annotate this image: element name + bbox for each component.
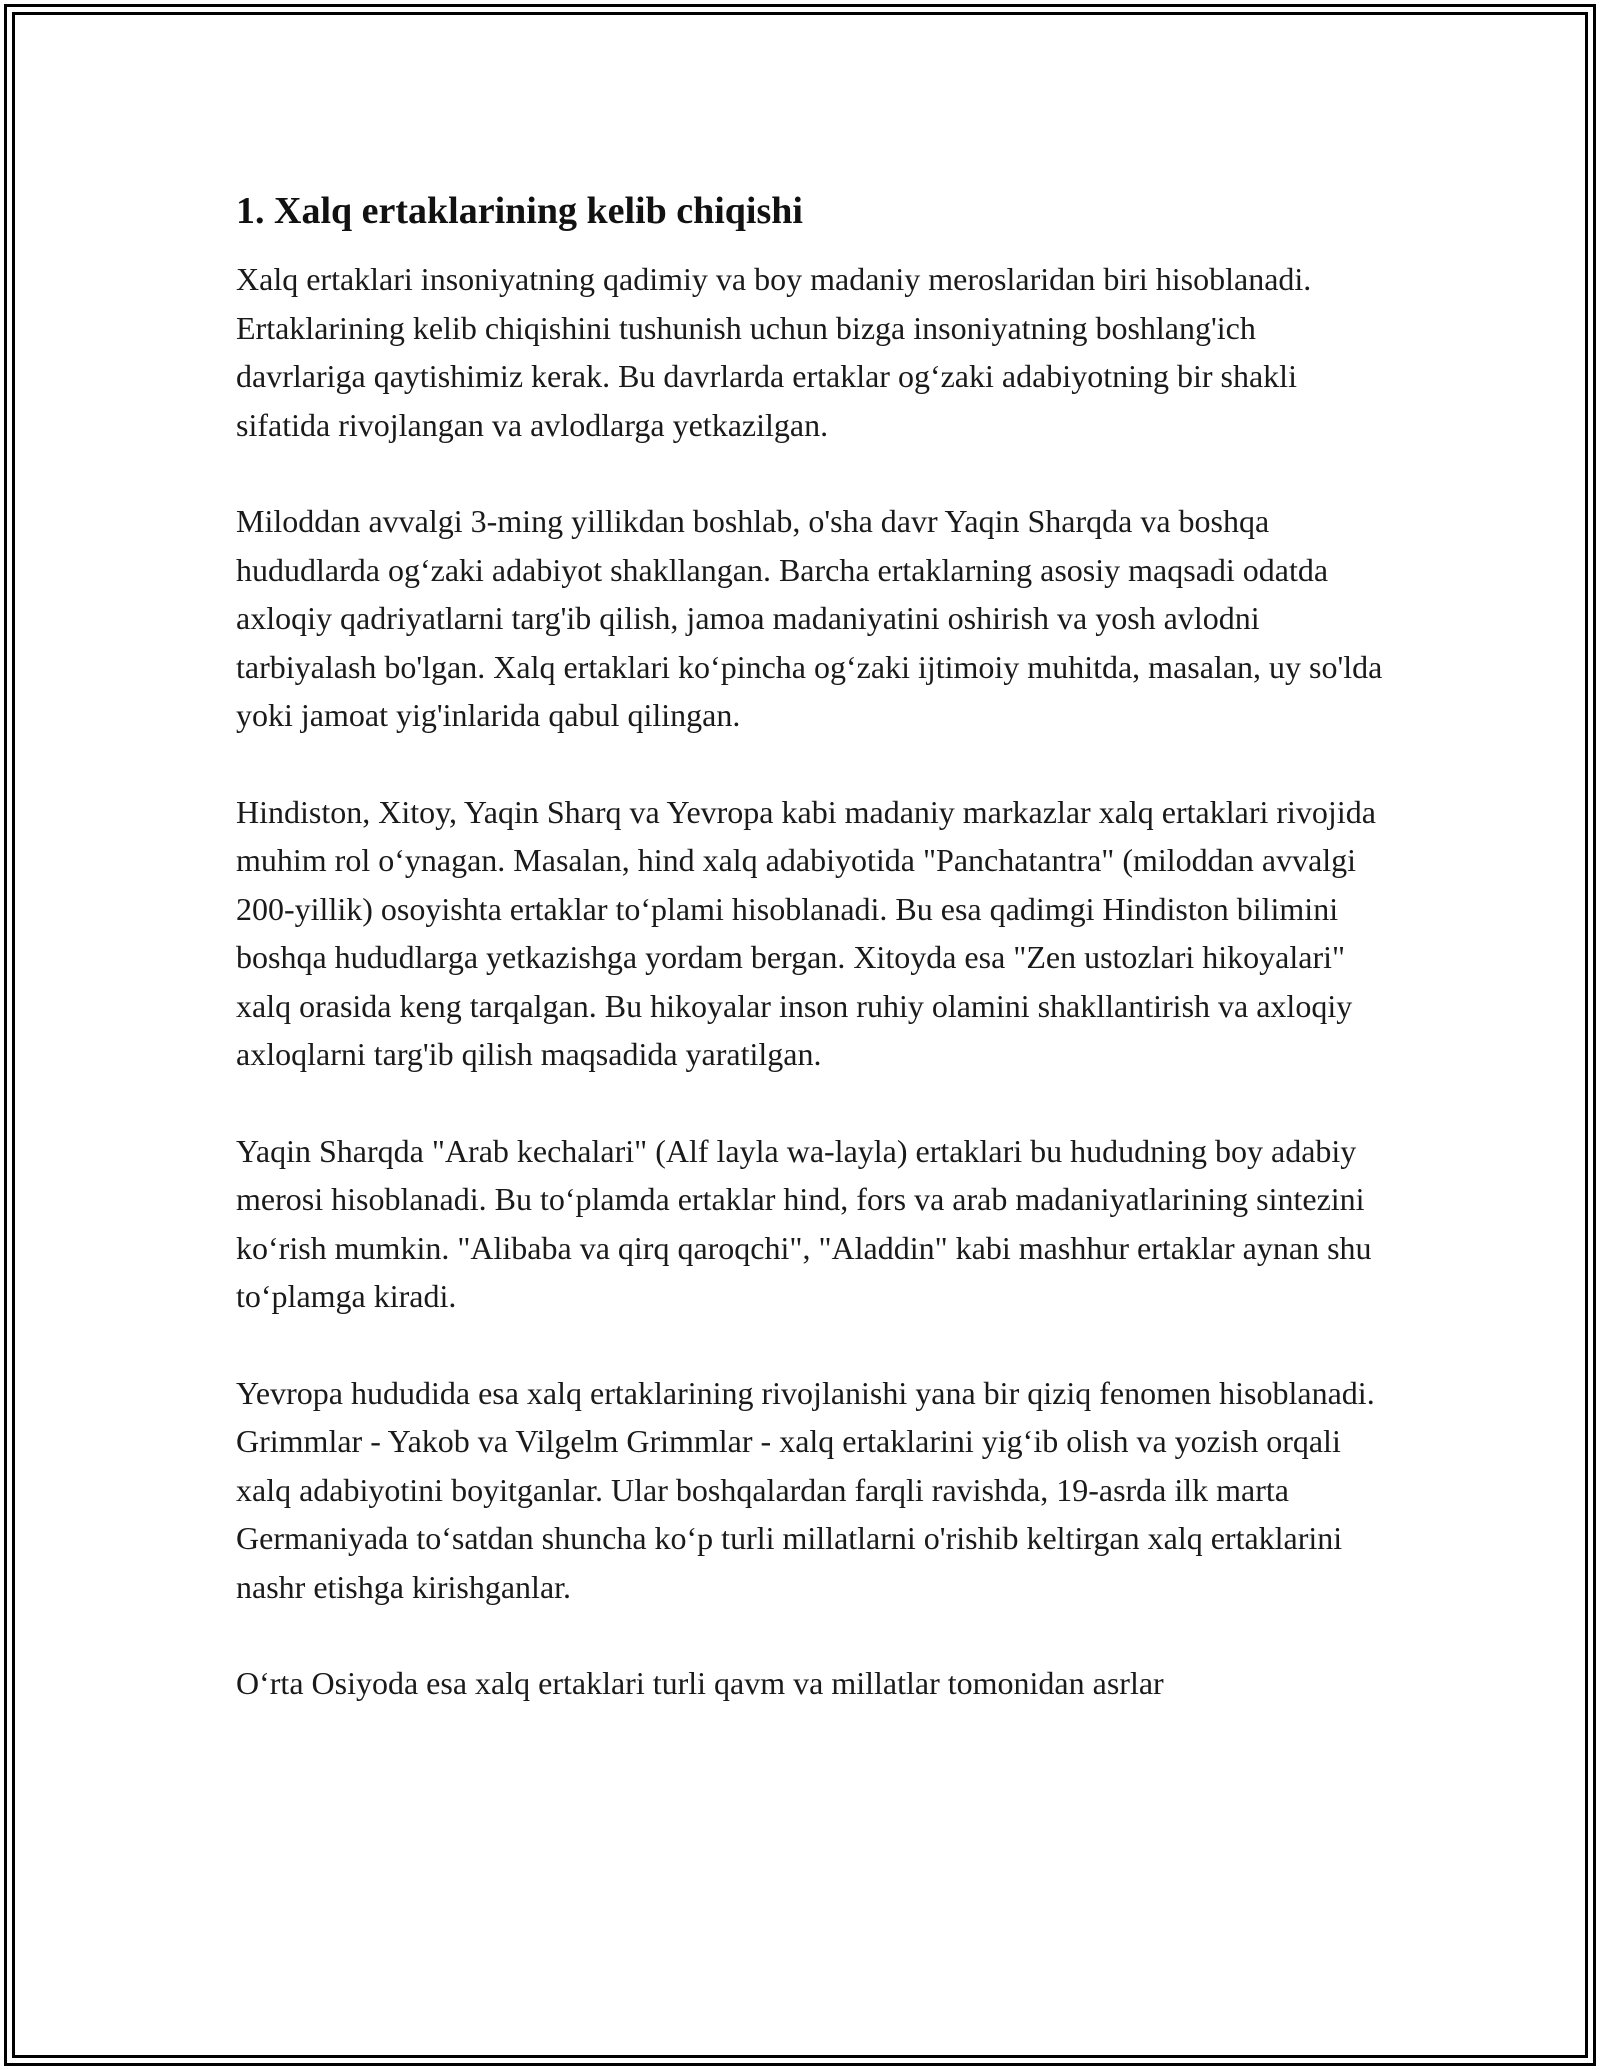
paragraph-europe-grimm: Yevropa hududida esa xalq ertaklarining rivojlanishi yana bir qiziq fenomen hisoblanadi. Grimmlar - Yakob va Vilgelm Grimmlar - xalq ertaklarini yig‘ib olish va yozish orqali xalq adabiyotini boyitganlar. Ular boshqalardan farqli ravishda, 19-asrda ilk marta Germaniyada to‘satdan shuncha ko‘p turli millatlarni o'rishib keltirgan xalq ertaklarini nashr etishga kirishganlar.	[236, 1374, 1375, 1605]
document-body	[236, 185, 1386, 1756]
paragraph-cultural-centers: Hindiston, Xitoy, Yaqin Sharq va Yevropa kabi madaniy markazlar xalq ertaklari rivojida muhim rol o‘ynagan. Masalan, hind xalq adabiyotida "Panchatantra" (miloddan avvalgi 200-yillik) osoyishta ertaklar to‘plami hisoblanadi. Bu esa qadimgi Hindiston bilimini boshqa hududlarga yetkazishga yordam bergan. Xitoyda esa "Zen ustozlari hikoyalari" xalq orasida keng tarqalgan. Bu hikoyalar inson ruhiy olamini shakllantirish va axloqiy axloqlarni targ'ib qilish maqsadida yaratilgan.	[236, 793, 1376, 1072]
paragraph-origins-intro: Xalq ertaklari insoniyatning qadimiy va boy madaniy meroslaridan biri hisoblanadi. Ertaklarining kelib chiqishini tushunish uchun bizga insoniyatning boshlang'ich davrlariga qaytishimiz kerak. Bu davrlarda ertaklar og‘zaki adabiyotning bir shakli sifatida rivojlangan va avlodlarga yetkazilgan.	[236, 261, 1312, 443]
paragraph-arabian-nights: Yaqin Sharqda "Arab kechalari" (Alf layla wa-layla) ertaklari bu hududning boy adabiy merosi hisoblanadi. Bu to‘plamda ertaklar hind, fors va arab madaniyatlarining sintezini ko‘rish mumkin. "Alibaba va qirq qaroqchi", "Aladdin" kabi mashhur ertaklar aynan shu to‘plamga kiradi.	[236, 1132, 1372, 1314]
paragraph-central-asia: O‘rta Osiyoda esa xalq ertaklari turli qavm va millatlar tomonidan asrlar	[236, 1665, 1164, 1701]
section-heading: 1. Xalq ertaklarining kelib chiqishi	[236, 190, 803, 232]
paragraph-oral-literature: Miloddan avvalgi 3-ming yillikdan boshlab, o'sha davr Yaqin Sharqda va boshqa hududlarda og‘zaki adabiyot shakllangan. Barcha ertaklarning asosiy maqsadi odatda axloqiy qadriyatlarni targ'ib qilish, jamoa madaniyatini oshirish va yosh avlodni tarbiyalash bo'lgan. Xalq ertaklari ko‘pincha og‘zaki ijtimoiy muhitda, masalan, uy so'lda yoki jamoat yig'inlarida qabul qilingan.	[236, 503, 1383, 733]
